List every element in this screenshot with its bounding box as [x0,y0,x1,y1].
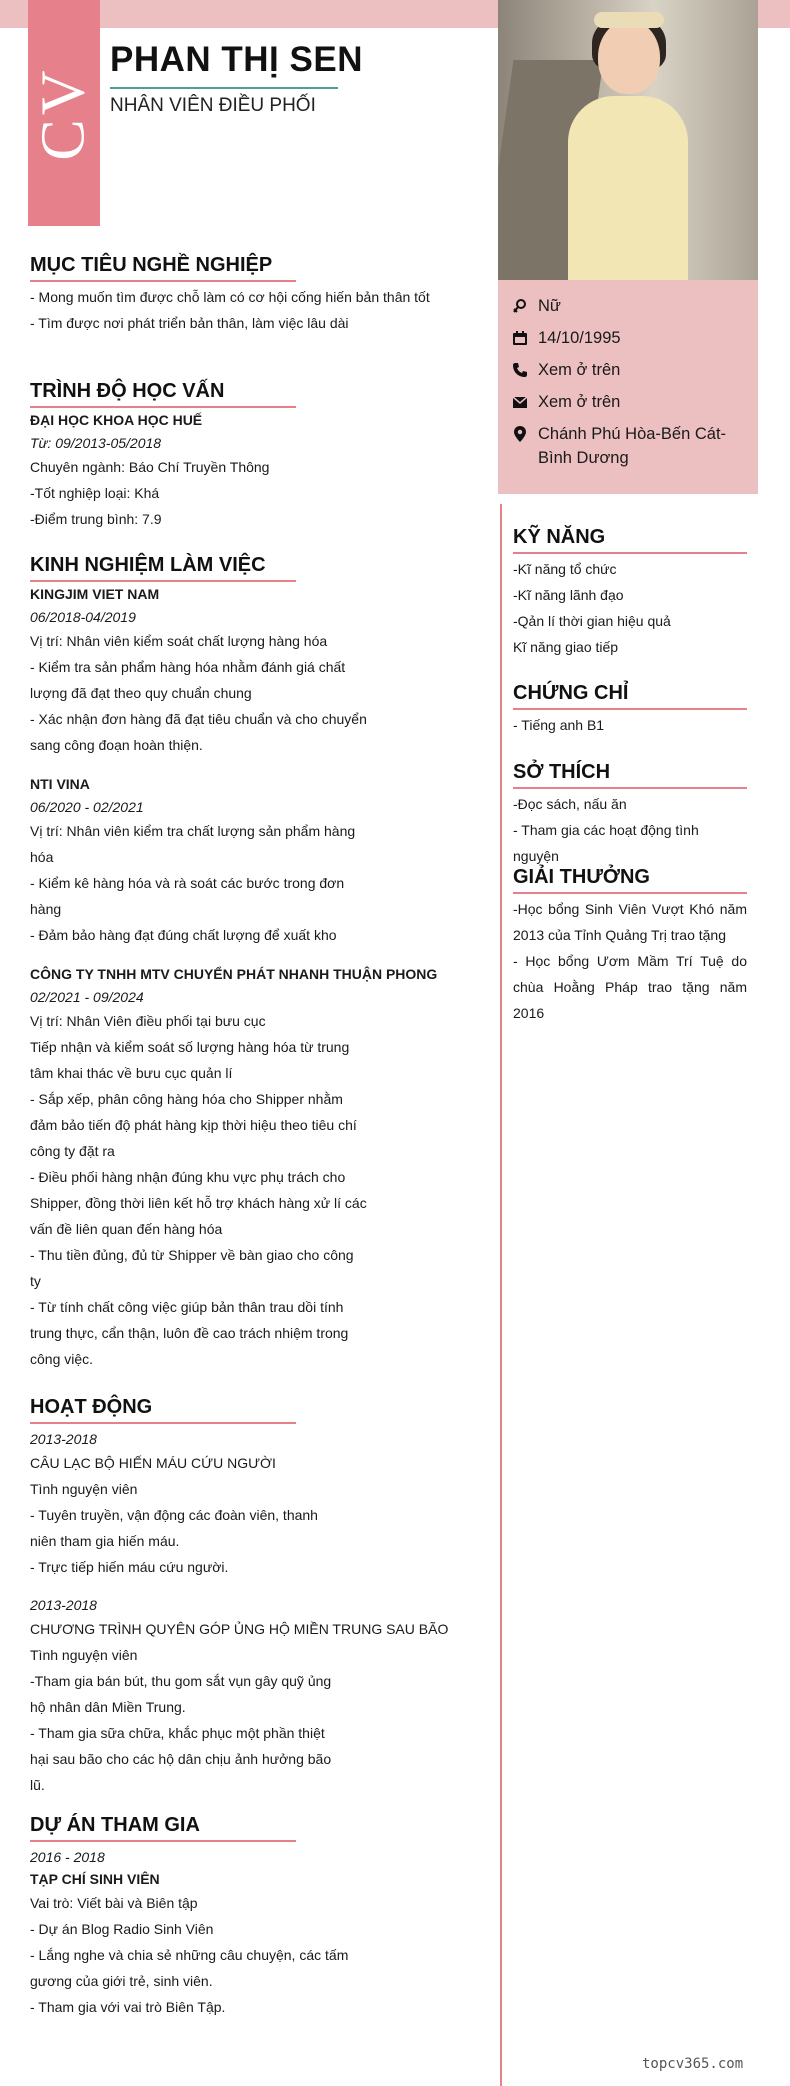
birthday-value: 14/10/1995 [538,329,621,347]
name-underline [110,87,338,89]
job-title: NHÂN VIÊN ĐIỀU PHỐI [110,95,316,116]
info-birthday [510,326,738,350]
education-period: Từ: 09/2013-05/2018 [30,435,162,451]
experience-title: KINH NGHIỆM LÀM VIỆC [30,554,266,576]
calendar-icon [510,326,530,350]
email-value: Xem ở trên [538,393,621,411]
activity-entry [30,1428,448,1580]
activity-details: CHƯƠNG TRÌNH QUYÊN GÓP ỦNG HỘ MIỀN TRUNG SAU BÃO Tình nguyện viên -Tham gia bán bút, thu gom sắt vụn gây quỹ ủng hộ nhân dân Miền Trung. - Tham gia sữa chữa, khắc phục một phần thiệt hại sau bão cho các hộ dân chịu ảnh hưởng bão lũ. [30,1621,449,1793]
info-address [510,422,738,470]
gender-value: Nữ [538,297,561,315]
certificates-underline [513,708,747,710]
watermark: topcv365.com [642,2056,744,2072]
awards-section [513,864,747,1026]
experience-section [30,552,437,1372]
hobbies-underline [513,787,747,789]
activities-title: HOẠT ĐỘNG [30,1396,153,1418]
job-company: CÔNG TY TNHH MTV CHUYỂN PHÁT NHANH THUẬN PHONG [30,966,438,982]
certificates-list: - Tiếng anh B1 [513,717,605,733]
hobbies-title: SỞ THÍCH [513,761,611,783]
hobbies-section [513,759,747,869]
skills-list: -Kĩ năng tổ chức -Kĩ năng lãnh đạo -Qản lí thời gian hiệu quả Kĩ năng giao tiếp [513,561,671,655]
certificates-title: CHỨNG CHỈ [513,682,629,704]
education-school: ĐẠI HỌC KHOA HỌC HUẾ [30,412,203,428]
map-pin-icon [510,422,530,446]
info-gender [510,294,738,318]
info-phone [510,358,738,382]
phone-value: Xem ở trên [538,361,621,379]
envelope-icon [510,390,530,414]
job-period: 02/2021 - 09/2024 [30,989,144,1005]
info-email [510,390,738,414]
phone-icon [510,358,530,382]
education-section [30,378,296,532]
activity-details: CÂU LẠC BỘ HIẾN MÁU CỨU NGƯỜI Tình nguyện viên - Tuyên truyền, vận động các đoàn viên, thanh niên tham gia hiến máu. - Trực tiếp hiến máu cứu người. [30,1455,318,1575]
candidate-name: PHAN THỊ SEN [110,40,363,79]
objective-text: - Mong muốn tìm được chỗ làm có cơ hội cống hiến bản thân tốt - Tìm được nơi phát triển bản thân, làm việc lâu dài [30,289,430,331]
education-title: TRÌNH ĐỘ HỌC VẤN [30,380,225,402]
objective-title: MỤC TIÊU NGHỀ NGHIỆP [30,254,273,276]
job-period: 06/2018-04/2019 [30,609,136,625]
job-entry [30,582,437,758]
job-entry [30,772,437,948]
skills-underline [513,552,747,554]
awards-title: GIẢI THƯỞNG [513,866,650,888]
job-details: Vị trí: Nhân viên kiểm tra chất lượng sản phẩm hàng hóa - Kiểm kê hàng hóa và rà soát các bước trong đơn hàng - Đảm bảo hàng đạt đúng chất lượng để xuất kho [30,823,356,943]
projects-title: DỰ ÁN THAM GIA [30,1814,200,1836]
project-period: 2016 - 2018 [30,1849,105,1865]
skills-title: KỸ NĂNG [513,526,606,548]
certificates-section [513,680,747,738]
awards-underline [513,892,747,894]
activity-entry [30,1594,448,1798]
project-name: TẠP CHÍ SINH VIÊN [30,1871,160,1887]
activities-underline [30,1422,296,1424]
job-period: 06/2020 - 02/2021 [30,799,144,815]
objective-underline [30,280,296,282]
job-details: Vị trí: Nhân viên kiểm soát chất lượng hàng hóa - Kiểm tra sản phẩm hàng hóa nhằm đánh giá chất lượng đã đạt theo quy chuẩn chung - Xác nhận đơn hàng đã đạt tiêu chuẩn và cho chuyển sang công đoạn hoàn thiện. [30,633,367,753]
job-company: KINGJIM VIET NAM [30,586,160,602]
job-entry [30,962,437,1372]
gender-icon [510,294,530,318]
column-divider [500,504,502,2086]
projects-section [30,1812,348,2020]
activity-period: 2013-2018 [30,1597,97,1613]
job-details: Vị trí: Nhân Viên điều phối tại bưu cục Tiếp nhận và kiểm soát số lượng hàng hóa từ trung tâm khai thác về bưu cục quản lí - Sắp xếp, phân công hàng hóa cho Shipper nhằm đảm bảo tiến độ phát hàng kịp thời hiệu theo tiêu chí công ty đặt ra - Điều phối hàng nhận đúng khu vực phụ trách cho Shipper, đồng thời liên kết hỗ trợ khách hàng xử lí các vấn đề liên quan đến hàng hóa - Thu tiền đủng, đủ từ Shipper về bàn giao cho công ty - Từ tính chất công việc giúp bản thân trau dồi tính trung thực, cẩn thận, luôn đề cao trách nhiệm trong công việc. [30,1013,367,1367]
award-item: - Học bổng Ươm Mầm Trí Tuệ do chùa Hoằng Pháp trao tặng năm 2016 [513,953,747,1021]
job-company: NTI VINA [30,776,90,792]
skills-section [513,524,747,660]
objective-section [30,252,430,336]
activity-period: 2013-2018 [30,1431,97,1447]
personal-info-box [498,280,758,494]
award-item: -Học bổng Sinh Viên Vượt Khó năm 2013 của Tỉnh Quảng Trị trao tặng [513,901,747,943]
cv-badge [28,0,100,226]
activities-section [30,1394,448,1798]
cv-label: CV [29,65,98,161]
project-details: Vai trò: Viết bài và Biên tập - Dự án Blog Radio Sinh Viên - Lắng nghe và chia sẻ những câu chuyện, các tấm gương của giới trẻ, sinh viên. - Tham gia với vai trò Biên Tập. [30,1895,349,2015]
projects-underline [30,1840,296,1842]
hobbies-list: -Đọc sách, nấu ăn - Tham gia các hoạt động tình nguyện [513,796,699,864]
address-value: Chánh Phú Hòa-Bến Cát-Bình Dương [538,425,727,467]
profile-photo [498,0,758,280]
education-details: Chuyên ngành: Báo Chí Truyền Thông -Tốt nghiệp loại: Khá -Điểm trung bình: 7.9 [30,459,270,527]
